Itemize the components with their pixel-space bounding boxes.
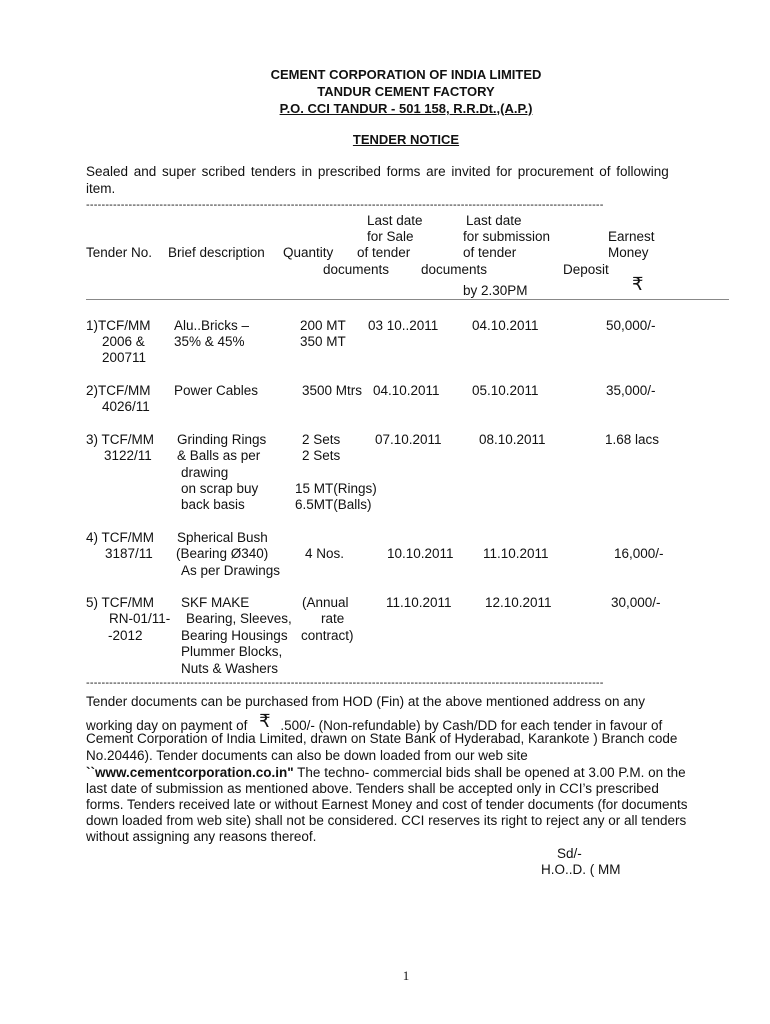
description: 35% & 45% [174, 334, 245, 349]
footer-line-9: without assigning any reasons thereof. [86, 829, 317, 844]
tender-no: 200711 [102, 350, 147, 365]
tender-no: 4) TCF/MM [86, 530, 154, 545]
description: drawing [181, 465, 229, 480]
quantity: 3500 Mtrs [302, 383, 363, 398]
tender-no: 3) TCF/MM [86, 432, 154, 447]
col-sub-line-4: documents [421, 262, 488, 277]
rupee-symbol-icon: ₹ [259, 711, 271, 731]
col-emd-line-2: Money [608, 245, 649, 260]
quantity: rate [321, 611, 345, 626]
divider-top: -------------------------------------------------------------------------------------------------------------------------------------- [86, 199, 604, 211]
tender-no: 1)TCF/MM [86, 318, 151, 333]
col-description: Brief description [168, 245, 265, 260]
description: Bearing Housings [181, 628, 288, 643]
description: (Bearing Ø340) [176, 546, 269, 561]
signature-sd: Sd/- [557, 846, 582, 861]
footer-line-2b: .500/- (Non-refundable) by Cash/DD for each tender in favour of [280, 718, 663, 733]
footer-line-4: No.20446). Tender documents can also be down loaded from our web site [86, 748, 528, 763]
quantity: (Annual [302, 595, 349, 610]
signatory: H.O..D. ( MM [541, 862, 621, 877]
sale-date: 07.10.2011 [375, 432, 442, 447]
website-link[interactable]: ``www.cementcorporation.co.in" [86, 765, 294, 780]
description: Grinding Rings [177, 432, 267, 447]
sale-date: 04.10.2011 [373, 383, 440, 398]
description: back basis [181, 497, 245, 512]
tender-no: 3187/11 [105, 546, 153, 561]
footer-line-5b: The techno- commercial bids shall be opened at 3.00 P.M. on the [293, 765, 686, 780]
col-tender-no: Tender No. [86, 245, 153, 260]
quantity: contract) [301, 628, 354, 643]
emd-amount: 35,000/- [606, 383, 656, 398]
footer-line-1: Tender documents can be purchased from HOD (Fin) at the above mentioned address on any [86, 694, 646, 709]
quantity: 350 MT [300, 334, 346, 349]
col-sale-line-2: for Sale [367, 229, 414, 244]
emd-amount: 30,000/- [611, 595, 661, 610]
description: Plummer Blocks, [181, 644, 283, 659]
tender-no: RN-01/11- [109, 611, 171, 626]
quantity: 200 MT [300, 318, 346, 333]
footer-line-2a: working day on payment of [86, 718, 248, 733]
col-sale-line-3: of tender [357, 245, 411, 260]
quantity: 15 MT(Rings) [295, 481, 377, 496]
submission-date: 05.10.2011 [472, 383, 539, 398]
page-title: TENDER NOTICE [352, 132, 460, 147]
description: Power Cables [174, 383, 259, 398]
quantity: 2 Sets [302, 432, 341, 447]
col-sub-line-3: of tender [463, 245, 517, 260]
sale-date: 11.10.2011 [386, 595, 452, 610]
tender-no: 2006 & [102, 334, 145, 349]
emd-amount: 50,000/- [606, 318, 656, 333]
tender-no: -2012 [108, 628, 143, 643]
footer-line-3: Cement Corporation of India Limited, drawn on State Bank of Hyderabad, Karankote ) Branch code [86, 731, 678, 746]
footer-line-6: last date of submission as mentioned above. Tenders shall be accepted only in CCI’s prescribed [86, 781, 659, 796]
description: Alu..Bricks – [174, 318, 250, 333]
description: As per Drawings [181, 563, 281, 578]
footer-line-7: forms. Tenders received late or without Earnest Money and cost of tender documents (for documents [86, 797, 688, 812]
col-emd-line-1: Earnest [608, 229, 655, 244]
page-number: 1 [402, 968, 410, 983]
submission-date: 12.10.2011 [485, 595, 552, 610]
emd-amount: 16,000/- [614, 546, 664, 561]
description: on scrap buy [181, 481, 259, 496]
intro-line-2: item. [86, 181, 116, 196]
col-emd-line-3: Deposit [563, 262, 609, 277]
submission-date: 04.10.2011 [472, 318, 539, 333]
header-rule [86, 299, 729, 300]
footer-line-8: down loaded from web site) shall not be considered. CCI reserves its right to reject any or all tenders [86, 813, 687, 828]
col-sale-line-4: documents [323, 262, 390, 277]
tender-no: 2)TCF/MM [86, 383, 151, 398]
tender-no: 4026/11 [102, 399, 150, 414]
col-sub-line-2: for submission [463, 229, 551, 244]
divider-bottom: -------------------------------------------------------------------------------------------------------------------------------------- [86, 677, 604, 689]
address: P.O. CCI TANDUR - 501 158, R.R.Dt.,(A.P.) [279, 101, 533, 116]
quantity: 2 Sets [302, 448, 341, 463]
sale-date: 10.10.2011 [387, 546, 454, 561]
description: & Balls as per [177, 448, 261, 463]
submission-date: 11.10.2011 [483, 546, 549, 561]
col-sub-line-5: by 2.30PM [463, 283, 528, 298]
description: Nuts & Washers [181, 661, 279, 676]
tender-no: 5) TCF/MM [86, 595, 154, 610]
description: SKF MAKE [181, 595, 250, 610]
emd-amount: 1.68 lacs [605, 432, 660, 447]
tender-no: 3122/11 [104, 448, 152, 463]
factory-name: TANDUR CEMENT FACTORY [317, 84, 495, 99]
quantity: 6.5MT(Balls) [295, 497, 372, 512]
col-quantity: Quantity [283, 245, 334, 260]
org-name: CEMENT CORPORATION OF INDIA LIMITED [270, 67, 542, 82]
sale-date: 03 10..2011 [368, 318, 439, 333]
col-sale-line-1: Last date [367, 213, 423, 228]
description: Spherical Bush [177, 530, 268, 545]
description: Bearing, Sleeves, [186, 611, 292, 626]
col-sub-line-1: Last date [466, 213, 522, 228]
submission-date: 08.10.2011 [479, 432, 546, 447]
footer-line-5 [86, 765, 686, 781]
intro-line-1: Sealed and super scribed tenders in prescribed forms are invited for procurement of following [86, 164, 669, 179]
rupee-symbol-icon: ₹ [632, 274, 644, 294]
quantity: 4 Nos. [305, 546, 345, 561]
